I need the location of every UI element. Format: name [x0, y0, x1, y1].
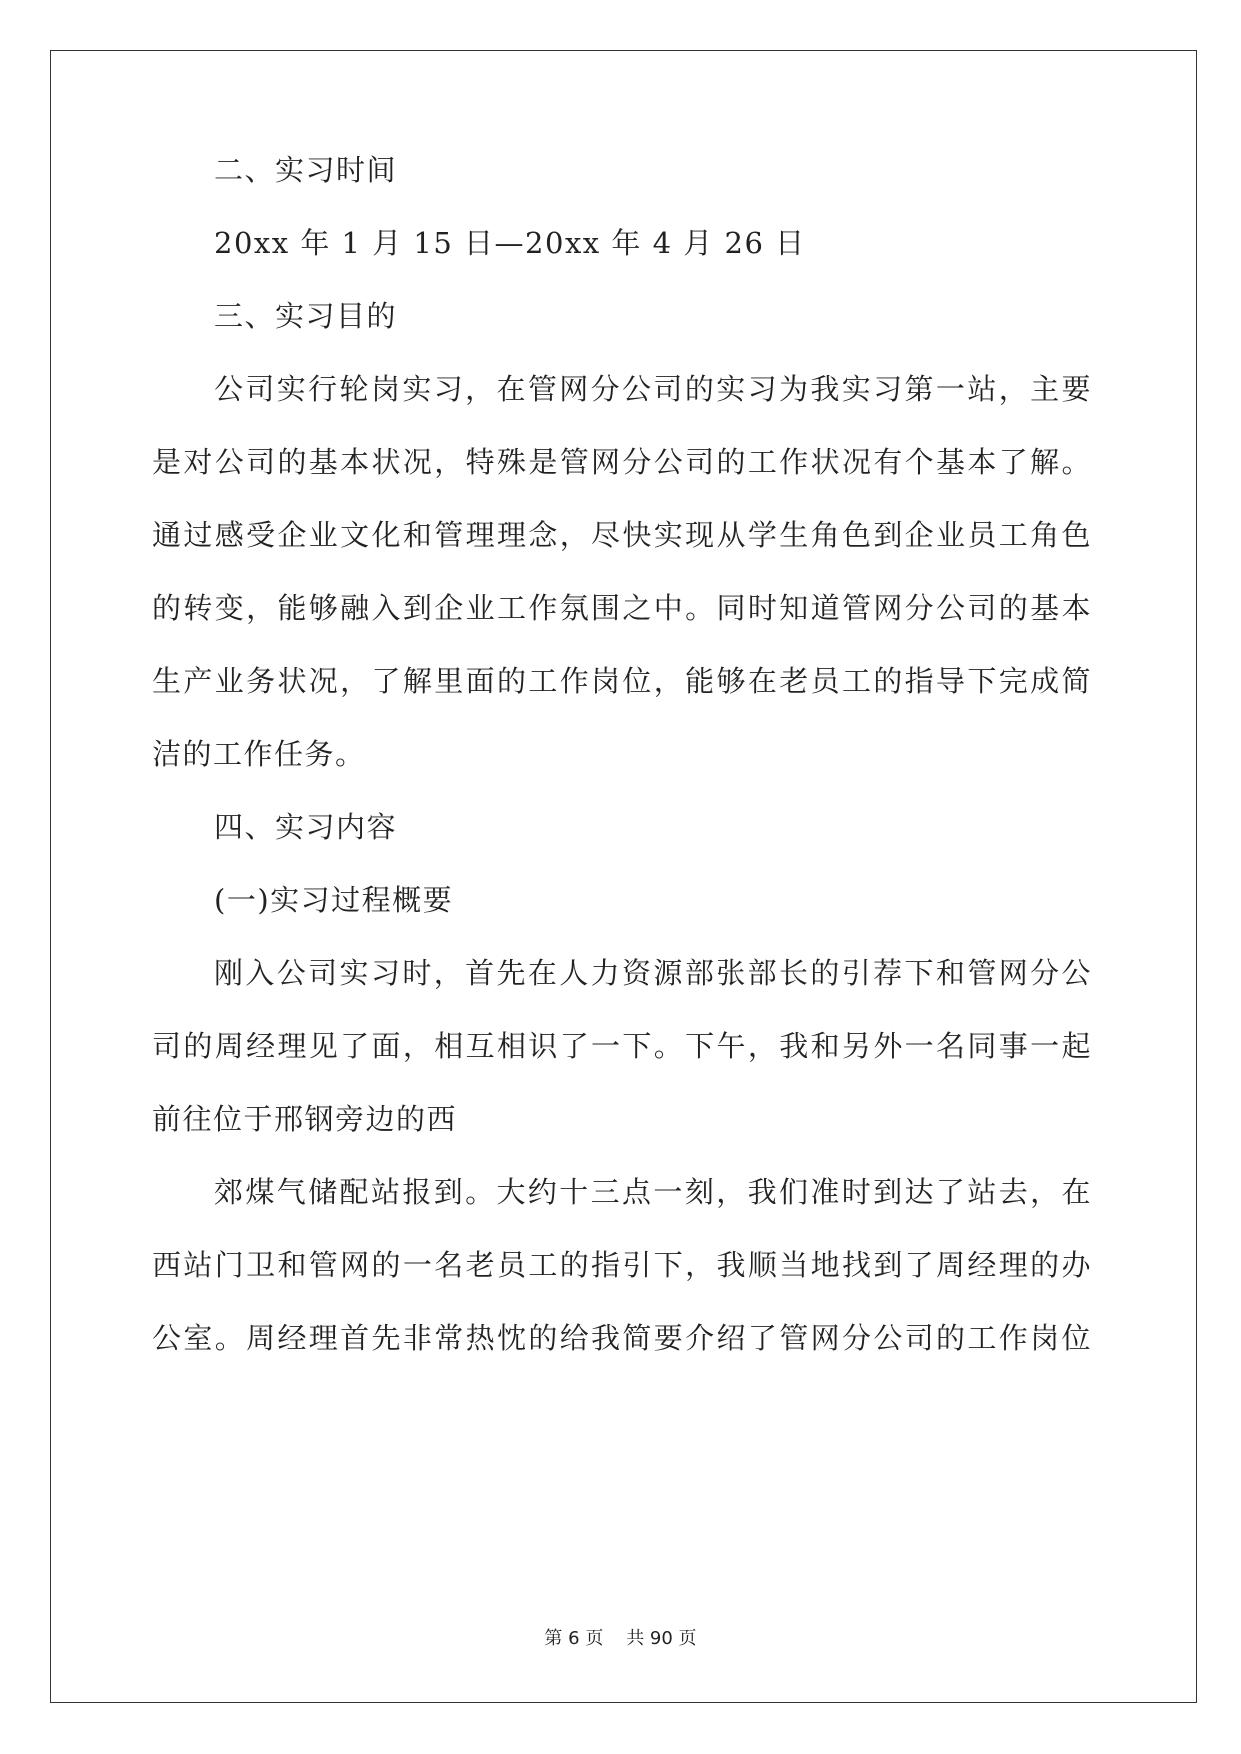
heading-internship-content: 四、实习内容	[214, 810, 398, 844]
subheading-process-summary: (一)实习过程概要	[214, 883, 454, 917]
paragraph-line: 西站门卫和管网的一名老员工的指引下，我顺当地找到了周经理的办	[152, 1248, 1092, 1282]
internship-date-range: 20xx 年 1 月 15 日—20xx 年 4 月 26 日	[214, 226, 806, 260]
heading-internship-purpose: 三、实习目的	[214, 299, 398, 333]
paragraph-line: 生产业务状况，了解里面的工作岗位，能够在老员工的指导下完成简	[152, 664, 1092, 698]
paragraph-line: 刚入公司实习时，首先在人力资源部张部长的引荐下和管网分公	[214, 956, 1092, 990]
paragraph-line: 公室。周经理首先非常热忱的给我简要介绍了管网分公司的工作岗位	[152, 1321, 1092, 1355]
paragraph-line: 是对公司的基本状况，特殊是管网分公司的工作状况有个基本了解。	[152, 445, 1092, 479]
paragraph-line: 洁的工作任务。	[152, 737, 366, 771]
paragraph-line: 司的周经理见了面，相互相识了一下。下午，我和另外一名同事一起	[152, 1029, 1092, 1063]
paragraph-line: 通过感受企业文化和管理理念，尽快实现从学生角色到企业员工角色	[152, 518, 1092, 552]
heading-internship-time: 二、实习时间	[214, 153, 398, 187]
paragraph-line: 前往位于邢钢旁边的西	[152, 1102, 458, 1136]
paragraph-line: 公司实行轮岗实习，在管网分公司的实习为我实习第一站，主要	[214, 372, 1092, 406]
paragraph-line: 郊煤气储配站报到。大约十三点一刻，我们准时到达了站去，在	[214, 1175, 1092, 1209]
page-number-footer: 第 6 页 共 90 页	[544, 1628, 697, 1649]
paragraph-line: 的转变，能够融入到企业工作氛围之中。同时知道管网分公司的基本	[152, 591, 1092, 625]
